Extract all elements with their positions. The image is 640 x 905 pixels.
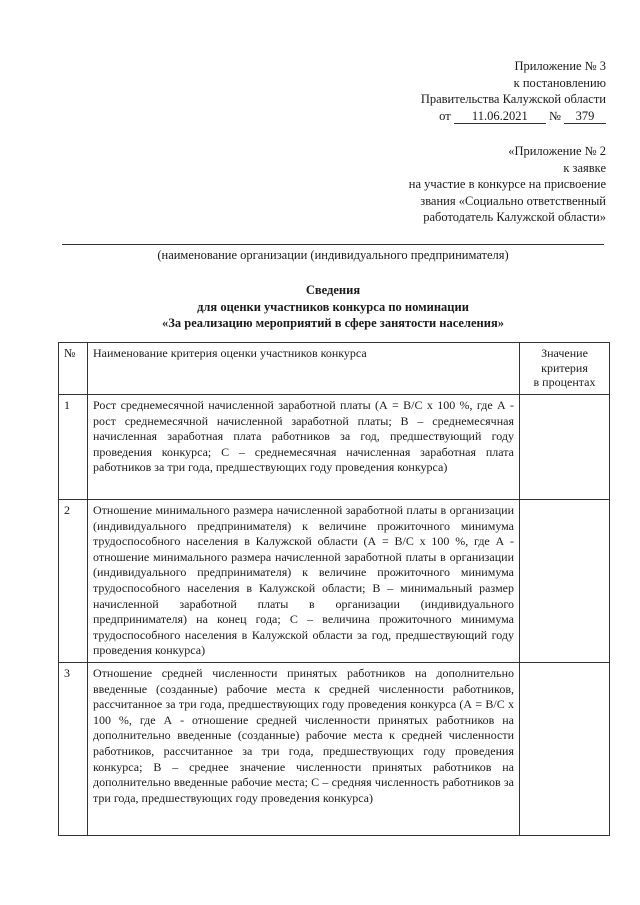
number-label: № xyxy=(548,108,561,123)
table-header-row xyxy=(59,343,610,395)
criterion-value-cell[interactable] xyxy=(520,662,610,835)
header-value-line: в процентах xyxy=(533,375,596,389)
application-header xyxy=(409,143,606,226)
table-row xyxy=(59,395,610,500)
appendix-date-line xyxy=(421,108,606,125)
criteria-table xyxy=(58,342,610,836)
criterion-text: Рост среднемесячной начисленной заработной платы (А = В/С х 100 %, где А - рост среднемесячной начисленной заработной платы; В – среднемесячная начисленная заработная плата работников за год, предшествующий году проведения конкурса; С – среднемесячная начисленная заработная плата работников за три года, предшествующих году проведения конкурса) xyxy=(88,395,520,500)
table-row xyxy=(59,662,610,835)
criterion-text: Отношение средней численности принятых работников на дополнительно введенные (созданные) рабочие места к средней численности работников, рассчитанное за три года, предшествующих году проведения конкурса (А = В/С х 100 %, где А - отношение средней численности принятых работников на дополнительно введенные (созданные) рабочие места к средней численности работников, рассчитанное за три года, предшествующих году проведения конкурса; В – среднее значение численности принятых работников на дополнительно введенные рабочие места; С – средняя численность работников за три года, предшествующих году проведения конкурса) xyxy=(88,662,520,835)
criterion-text: Отношение минимального размера начисленной заработной платы в организации (индивидуального предпринимателя) к величине прожиточного минимума трудоспособного населения в Калужской области (А = В/С х 100 %, где А - отношение минимального размера начисленной заработной платы в организации (индивидуального предпринимателя) к величине прожиточного минимума трудоспособного населения в Калужской области; В – минимальный размер начисленной заработной платы в организации (индивидуального предпринимателя) на конец года; С – величина прожиточного минимума трудоспособного населения в Калужской области за год, предшествующий году проведения конкурса) xyxy=(88,500,520,663)
application-line: работодатель Калужской области» xyxy=(423,210,606,224)
application-line: к заявке xyxy=(563,160,606,175)
header-value xyxy=(520,343,610,395)
document-title xyxy=(62,282,604,332)
from-label: от xyxy=(439,108,451,123)
criterion-value-cell[interactable] xyxy=(520,395,610,500)
appendix-line: к постановлению xyxy=(513,75,606,90)
decree-number: 379 xyxy=(564,109,606,124)
title-line: «За реализацию мероприятий в сфере занятости населения» xyxy=(162,316,504,330)
appendix-line: Приложение № 3 xyxy=(514,59,606,73)
application-line: на участие в конкурсе на присвоение xyxy=(408,177,606,191)
table-row xyxy=(59,500,610,663)
header-value-line: критерия xyxy=(541,360,588,375)
appendix-line: Правительства Калужской области xyxy=(420,92,606,106)
title-line: Сведения xyxy=(305,283,361,297)
application-line: звания «Социально ответственный xyxy=(420,193,606,208)
decree-date: 11.06.2021 xyxy=(454,109,546,124)
organization-name-line xyxy=(62,244,604,245)
header-value-line: Значение xyxy=(541,346,588,360)
organization-caption: (наименование организации (индивидуального предпринимателя) xyxy=(157,248,509,262)
criterion-value-cell[interactable] xyxy=(520,500,610,663)
header-num: № xyxy=(59,343,88,395)
row-number: 3 xyxy=(59,662,88,835)
title-line: для оценки участников конкурса по номинации xyxy=(197,299,469,314)
appendix-header xyxy=(421,58,606,124)
header-criterion: Наименование критерия оценки участников конкурса xyxy=(88,343,520,395)
application-line: «Приложение № 2 xyxy=(508,144,606,158)
row-number: 1 xyxy=(59,395,88,500)
row-number: 2 xyxy=(59,500,88,663)
